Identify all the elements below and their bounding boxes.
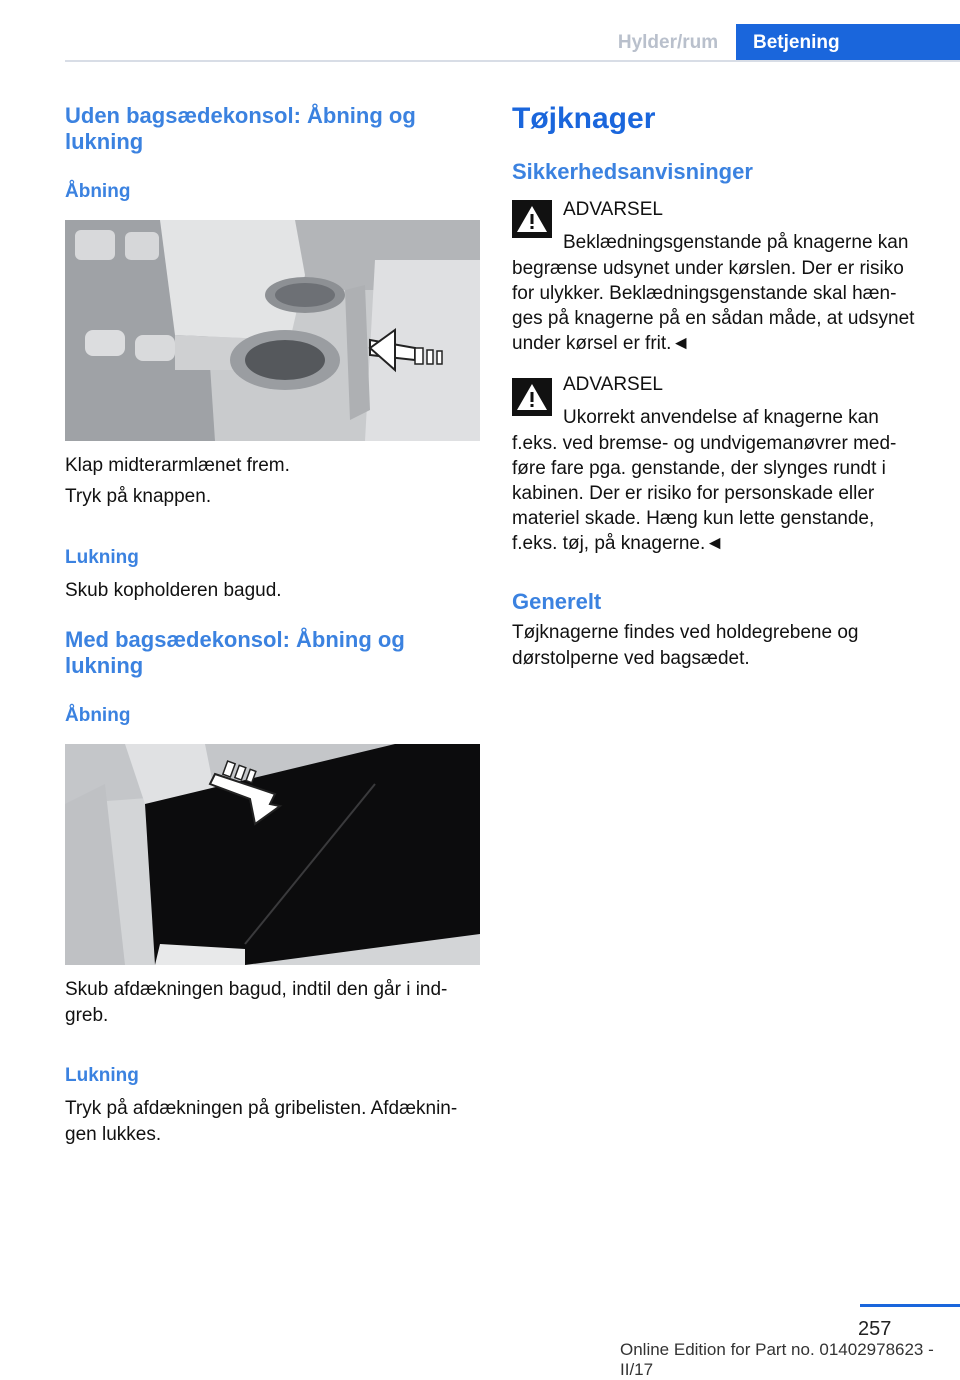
heading-med-bagsaedekonsol: Med bagsædekonsol: Åbning og lukning: [65, 627, 405, 678]
fig2-caption-1: Skub afdækningen bagud, indtil den går i ind-: [65, 979, 448, 1000]
warning-2-line-6: f.eks. tøj, på knagerne.◄: [512, 533, 725, 554]
warning-1-line-3: for ulykker. Beklædningsgenstande skal hæn-: [512, 283, 897, 304]
warning-2-line-4: kabinen. Der er risiko for personskade eller: [512, 483, 875, 504]
cupholder-illustration: [65, 220, 480, 441]
figure-console-cover: [65, 744, 480, 965]
warning-1-label: ADVARSEL: [563, 199, 663, 220]
page-number: 257: [858, 1318, 892, 1340]
warning-2-line-3: føre fare pga. genstande, der slynges rundt i: [512, 458, 886, 479]
warning-1-line-2: begrænse udsynet under kørslen. Der er risiko: [512, 258, 904, 279]
warning-icon: [512, 200, 552, 238]
header-section-tab: Hylder/rum: [617, 32, 719, 53]
warning-1-line-4: ges på knagerne på en sådan måde, at udsynet: [512, 308, 915, 329]
fig1-caption-1: Klap midterarmlænet frem.: [65, 455, 290, 476]
heading-generelt: Generelt: [512, 589, 602, 614]
warning-2-line-2: f.eks. ved bremse- og undvigemanøvrer med-: [512, 433, 897, 454]
subheading-aabning-2: Åbning: [65, 705, 131, 726]
fig1-caption-2: Tryk på knappen.: [65, 486, 212, 507]
footer-rule: [860, 1304, 960, 1307]
warning-1-line-5: under kørsel er frit.◄: [512, 333, 691, 354]
console-cover-illustration: [65, 744, 480, 965]
fig2-caption-2: greb.: [65, 1005, 109, 1026]
subheading-lukning-2: Lukning: [65, 1065, 139, 1086]
lukning-1-text: Skub kopholderen bagud.: [65, 580, 282, 601]
header-rule: [65, 60, 960, 62]
generelt-line-2: dørstolperne ved bagsædet.: [512, 648, 750, 669]
lukning-2-text-2: gen lukkes.: [65, 1124, 162, 1145]
header-chapter-tab: Betjening: [736, 24, 960, 62]
edition-line: Online Edition for Part no. 01402978623 - II/17: [620, 1340, 934, 1379]
subheading-lukning-1: Lukning: [65, 547, 139, 568]
figure-cupholder: [65, 220, 480, 441]
warning-2-line-5: materiel skade. Hæng kun lette genstande,: [512, 508, 875, 529]
warning-icon: [512, 378, 552, 416]
warning-2-line-1: Ukorrekt anvendelse af knagerne kan: [563, 407, 879, 428]
warning-2-label: ADVARSEL: [563, 374, 663, 395]
warning-1-line-1: Beklædningsgenstande på knagerne kan: [563, 232, 909, 253]
lukning-2-text-1: Tryk på afdækningen på gribelisten. Afdæknin-: [65, 1098, 458, 1119]
generelt-line-1: Tøjknagerne findes ved holdegrebene og: [512, 622, 859, 643]
heading-uden-bagsaedekonsol: Uden bagsædekonsol: Åbning og lukning: [65, 103, 416, 154]
title-toejknager: Tøjknager: [512, 102, 656, 135]
subheading-aabning-1: Åbning: [65, 181, 131, 202]
heading-sikkerhedsanvisninger: Sikkerhedsanvisninger: [512, 159, 753, 184]
